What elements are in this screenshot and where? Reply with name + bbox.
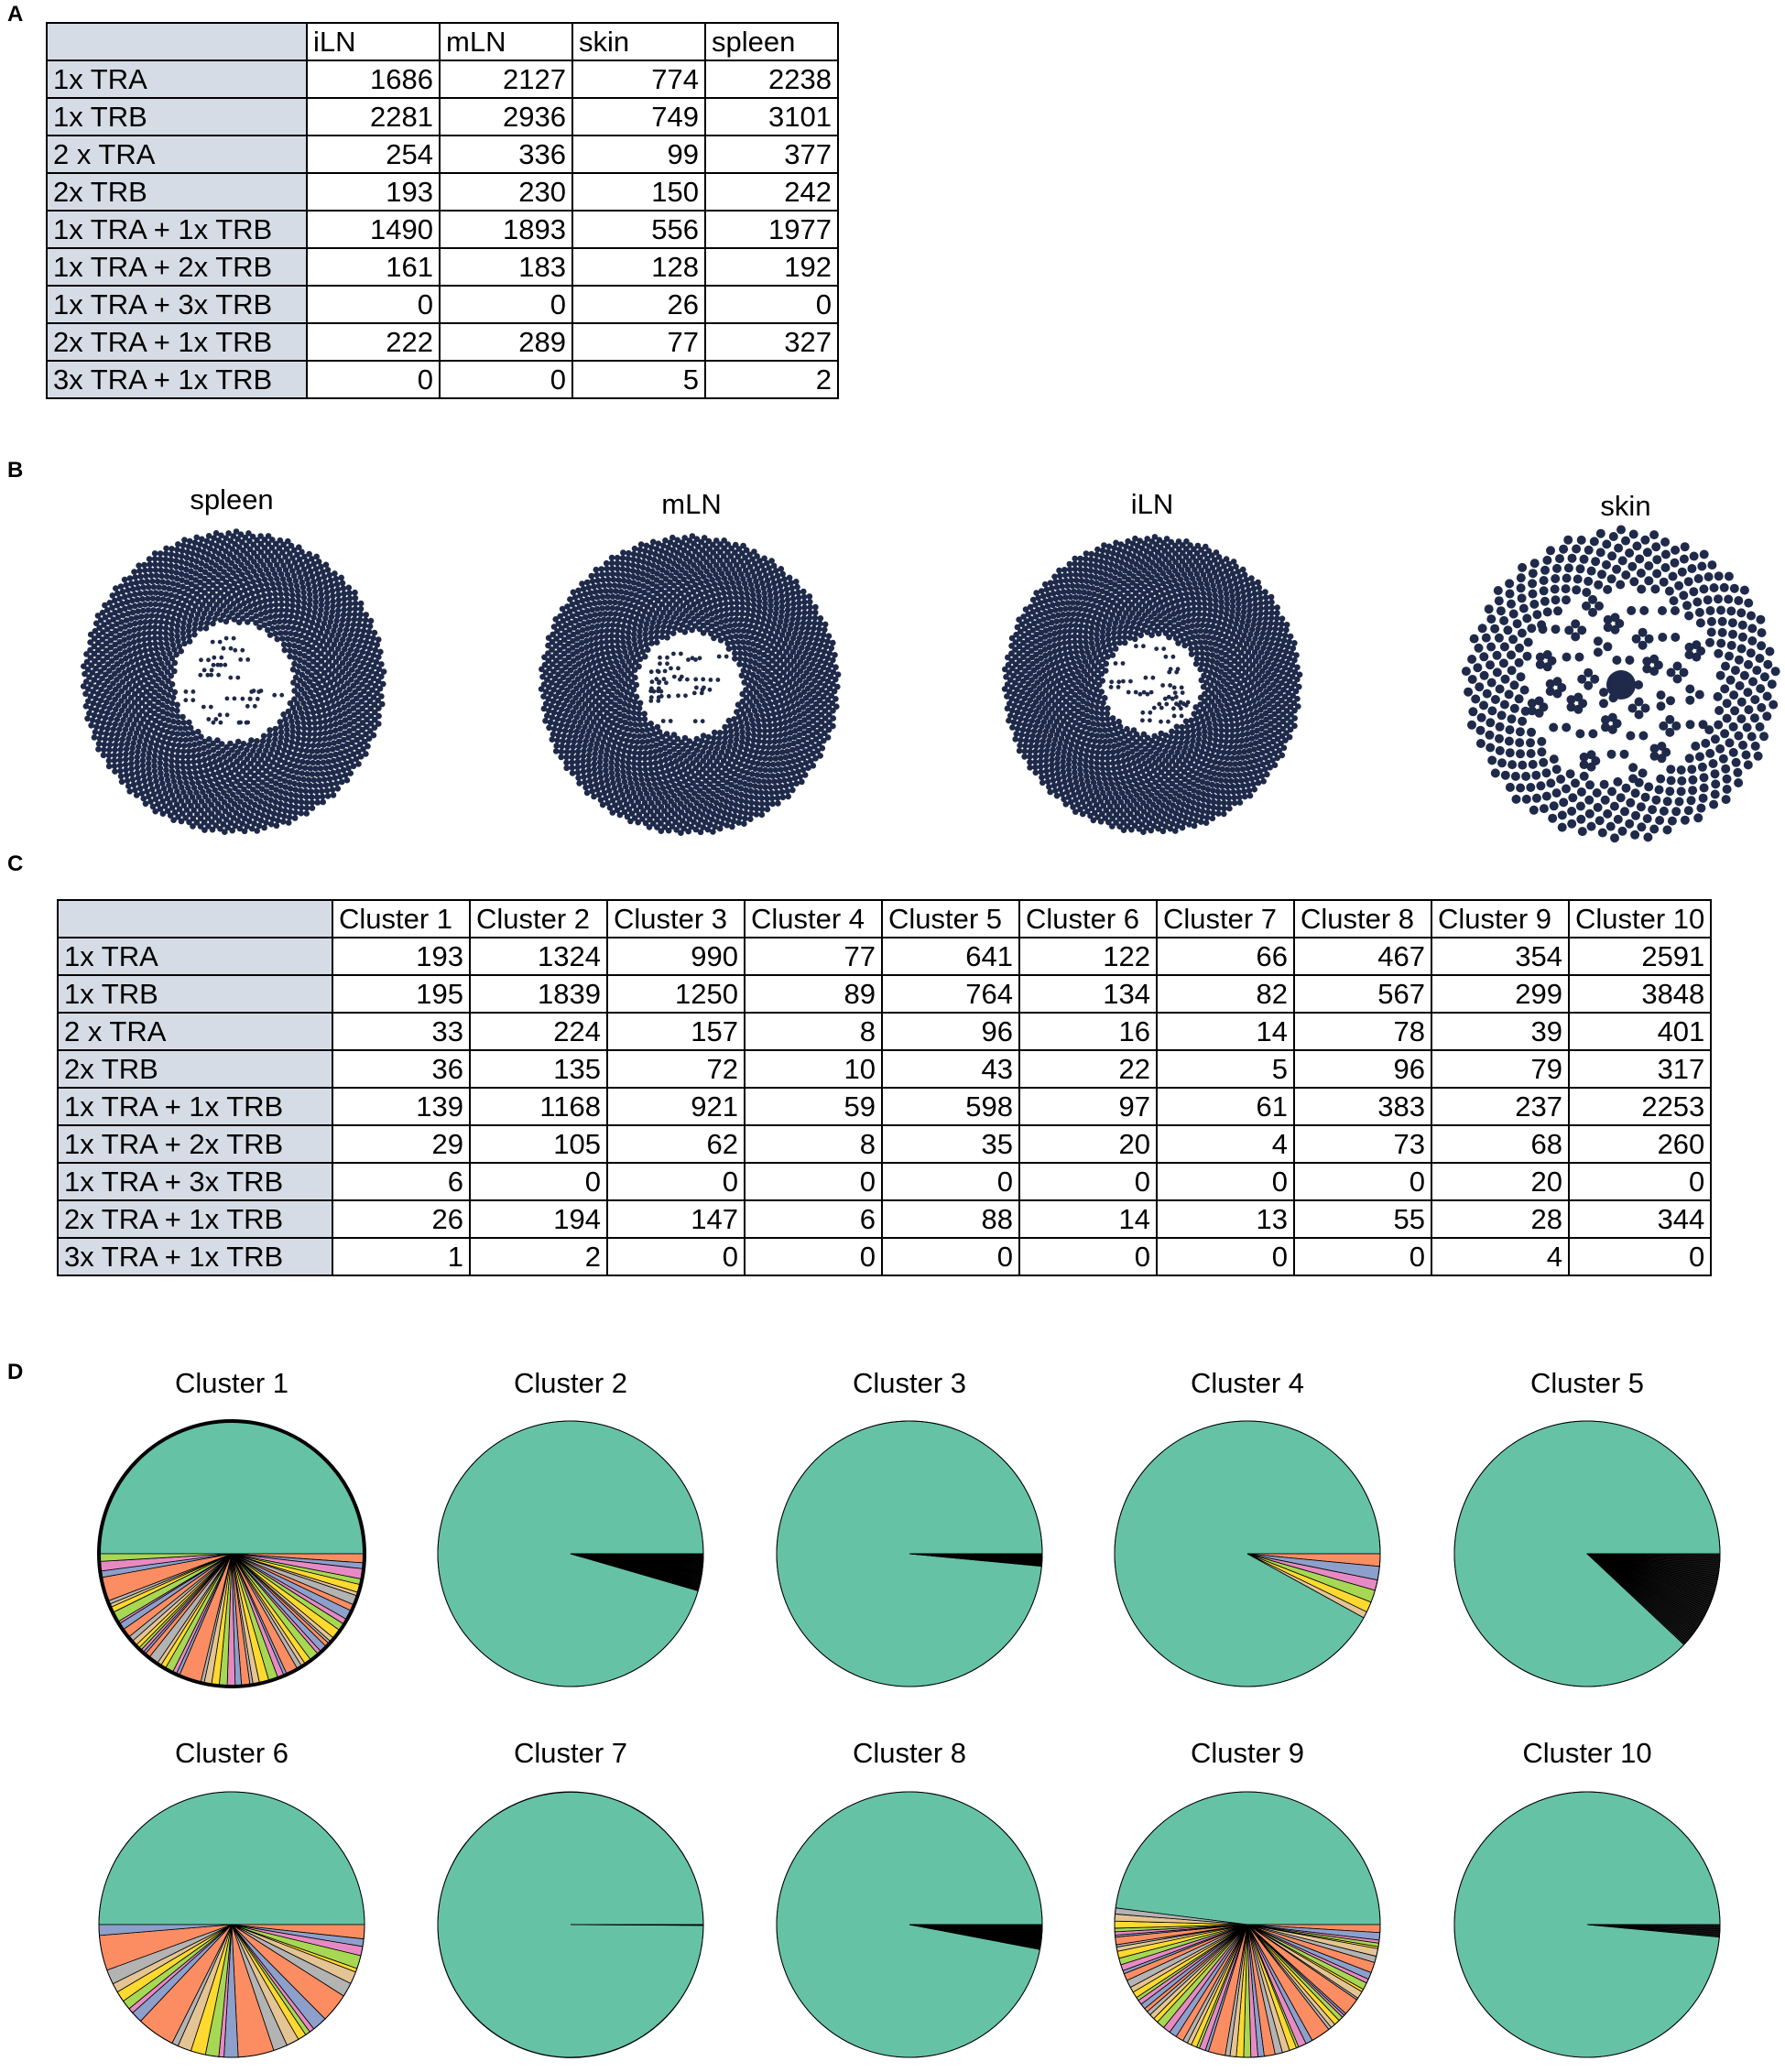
table-cell: 0 <box>882 1238 1019 1275</box>
table-cell: 0 <box>705 286 838 323</box>
column-header: iLN <box>307 23 440 60</box>
table-cell: 20 <box>1019 1125 1157 1163</box>
row-header: 1x TRA + 3x TRB <box>47 286 307 323</box>
table-cell: 5 <box>1157 1050 1294 1088</box>
table-cell: 183 <box>440 248 572 286</box>
column-header: Cluster 5 <box>882 900 1019 938</box>
pie-slice-main <box>99 1792 365 1925</box>
table-cell: 0 <box>1019 1163 1157 1200</box>
table-cell: 230 <box>440 173 572 211</box>
table-cell: 2936 <box>440 98 572 136</box>
table-header-row <box>47 23 838 60</box>
row-header: 1x TRA + 2x TRB <box>47 248 307 286</box>
table-cell: 6 <box>745 1200 882 1238</box>
table-cell: 299 <box>1431 975 1569 1013</box>
row-header: 2x TRA + 1x TRB <box>47 323 307 361</box>
table-cell: 0 <box>1157 1238 1294 1275</box>
table-cell: 26 <box>572 286 705 323</box>
table-row <box>58 975 1711 1013</box>
table-cell: 0 <box>1294 1163 1431 1200</box>
table-cell: 36 <box>332 1050 470 1088</box>
table-cell: 20 <box>1431 1163 1569 1200</box>
pie-chart <box>1451 1788 1724 2061</box>
table-cell: 5 <box>572 361 705 398</box>
table-row <box>47 211 838 248</box>
table-row <box>47 60 838 98</box>
row-header: 2x TRB <box>58 1050 332 1088</box>
pie-chart <box>434 1417 707 1690</box>
pie-title: Cluster 4 <box>1190 1367 1305 1399</box>
pie-chart <box>773 1417 1046 1690</box>
pie-title: Cluster 1 <box>174 1367 289 1399</box>
table-cell: 55 <box>1294 1200 1431 1238</box>
table-cell: 0 <box>470 1163 607 1200</box>
table-cell: 61 <box>1157 1088 1294 1125</box>
table-cell: 79 <box>1431 1050 1569 1088</box>
table-row <box>58 1163 1711 1200</box>
pie-title: Cluster 5 <box>1529 1367 1645 1399</box>
column-header: Cluster 6 <box>1019 900 1157 938</box>
table-row <box>47 361 838 398</box>
table-row <box>47 286 838 323</box>
pie-title: Cluster 7 <box>513 1737 628 1769</box>
table-cell: 598 <box>882 1088 1019 1125</box>
table-cell: 99 <box>572 136 705 173</box>
table-cell: 193 <box>332 938 470 975</box>
table-cell: 26 <box>332 1200 470 1238</box>
table-cell: 0 <box>1569 1163 1711 1200</box>
table-row <box>47 248 838 286</box>
table-row <box>47 98 838 136</box>
table-cell: 39 <box>1431 1013 1569 1050</box>
table-cell: 383 <box>1294 1088 1431 1125</box>
table-cell: 0 <box>745 1238 882 1275</box>
row-header: 2 x TRA <box>47 136 307 173</box>
column-header: Cluster 1 <box>332 900 470 938</box>
table-cell: 14 <box>1019 1200 1157 1238</box>
table-cell: 193 <box>307 173 440 211</box>
table-row <box>58 1238 1711 1275</box>
table-cell: 0 <box>1569 1238 1711 1275</box>
table-row <box>47 323 838 361</box>
row-header: 1x TRA + 1x TRB <box>58 1088 332 1125</box>
row-header: 3x TRA + 1x TRB <box>58 1238 332 1275</box>
table-cell: 990 <box>607 938 745 975</box>
table-corner-cell <box>58 900 332 938</box>
table-cell: 105 <box>470 1125 607 1163</box>
table-cell: 327 <box>705 323 838 361</box>
table-cell: 89 <box>745 975 882 1013</box>
pie-title: Cluster 3 <box>852 1367 967 1399</box>
table-cell: 194 <box>470 1200 607 1238</box>
table-cell: 774 <box>572 60 705 98</box>
pie-title: Cluster 2 <box>513 1367 628 1399</box>
table-cell: 62 <box>607 1125 745 1163</box>
clone-network-spleen <box>73 522 394 842</box>
panel-label-b: B <box>7 458 24 483</box>
table-cell: 0 <box>440 286 572 323</box>
table-cell: 222 <box>307 323 440 361</box>
table-cell: 135 <box>470 1050 607 1088</box>
column-header: spleen <box>705 23 838 60</box>
clone-network-mln <box>531 526 848 843</box>
panel-label-d: D <box>7 1360 24 1384</box>
table-cell: 43 <box>882 1050 1019 1088</box>
pie-slice-main <box>99 1421 365 1554</box>
network-label: skin <box>1600 490 1651 522</box>
row-header: 2 x TRA <box>58 1013 332 1050</box>
table-cell: 96 <box>882 1013 1019 1050</box>
table-cell: 354 <box>1431 938 1569 975</box>
table-cell: 0 <box>882 1163 1019 1200</box>
table-row <box>58 938 1711 975</box>
column-header: skin <box>572 23 705 60</box>
pie-title: Cluster 6 <box>174 1737 289 1769</box>
table-cell: 254 <box>307 136 440 173</box>
table-cell: 22 <box>1019 1050 1157 1088</box>
table-cell: 78 <box>1294 1013 1431 1050</box>
table-cell: 260 <box>1569 1125 1711 1163</box>
pie-chart <box>95 1788 368 2061</box>
table-cell: 28 <box>1431 1200 1569 1238</box>
clone-network-skin <box>1456 520 1785 850</box>
table-header-row <box>58 900 1711 938</box>
table-cell: 641 <box>882 938 1019 975</box>
table-corner-cell <box>47 23 307 60</box>
table-cell: 8 <box>745 1013 882 1050</box>
table-cell: 2281 <box>307 98 440 136</box>
table-cell: 82 <box>1157 975 1294 1013</box>
table-cell: 0 <box>745 1163 882 1200</box>
panel-label-a: A <box>7 2 24 27</box>
row-header: 1x TRA + 1x TRB <box>47 211 307 248</box>
table-cell: 29 <box>332 1125 470 1163</box>
table-cell: 77 <box>572 323 705 361</box>
table-cell: 96 <box>1294 1050 1431 1088</box>
pie-chart <box>95 1417 368 1690</box>
table-cell: 377 <box>705 136 838 173</box>
table-cell: 3101 <box>705 98 838 136</box>
column-header: Cluster 7 <box>1157 900 1294 938</box>
table-row <box>58 1125 1711 1163</box>
column-header: Cluster 8 <box>1294 900 1431 938</box>
table-cell: 2238 <box>705 60 838 98</box>
table-cell: 0 <box>1294 1238 1431 1275</box>
table-cell: 336 <box>440 136 572 173</box>
column-header: Cluster 9 <box>1431 900 1569 938</box>
table-cell: 8 <box>745 1125 882 1163</box>
table-cell: 749 <box>572 98 705 136</box>
table-cell: 556 <box>572 211 705 248</box>
table-cell: 2591 <box>1569 938 1711 975</box>
pie-title: Cluster 9 <box>1190 1737 1305 1769</box>
table-row <box>58 1088 1711 1125</box>
table-cell: 88 <box>882 1200 1019 1238</box>
pie-title: Cluster 10 <box>1522 1737 1652 1769</box>
table-cell: 0 <box>307 286 440 323</box>
column-header: mLN <box>440 23 572 60</box>
table-cell: 1324 <box>470 938 607 975</box>
table-cell: 237 <box>1431 1088 1569 1125</box>
table-cell: 401 <box>1569 1013 1711 1050</box>
table-row <box>58 1013 1711 1050</box>
table-cell: 59 <box>745 1088 882 1125</box>
table-cell: 1250 <box>607 975 745 1013</box>
pie-chart <box>773 1788 1046 2061</box>
table-cell: 10 <box>745 1050 882 1088</box>
network-label: iLN <box>1130 488 1174 520</box>
cluster-chain-count-table <box>57 899 1712 1276</box>
table-cell: 289 <box>440 323 572 361</box>
table-cell: 4 <box>1431 1238 1569 1275</box>
table-cell: 128 <box>572 248 705 286</box>
pie-title: Cluster 8 <box>852 1737 967 1769</box>
row-header: 2x TRB <box>47 173 307 211</box>
table-cell: 161 <box>307 248 440 286</box>
row-header: 1x TRA + 3x TRB <box>58 1163 332 1200</box>
table-cell: 344 <box>1569 1200 1711 1238</box>
table-cell: 0 <box>307 361 440 398</box>
table-row <box>47 136 838 173</box>
row-header: 1x TRB <box>47 98 307 136</box>
table-cell: 0 <box>440 361 572 398</box>
table-cell: 72 <box>607 1050 745 1088</box>
table-cell: 1977 <box>705 211 838 248</box>
table-cell: 73 <box>1294 1125 1431 1163</box>
table-cell: 1168 <box>470 1088 607 1125</box>
table-cell: 0 <box>607 1163 745 1200</box>
table-cell: 97 <box>1019 1088 1157 1125</box>
pie-chart <box>1111 1417 1384 1690</box>
table-cell: 1 <box>332 1238 470 1275</box>
network-label: mLN <box>661 488 722 520</box>
table-cell: 4 <box>1157 1125 1294 1163</box>
table-cell: 13 <box>1157 1200 1294 1238</box>
table-cell: 33 <box>332 1013 470 1050</box>
table-row <box>47 173 838 211</box>
column-header: Cluster 2 <box>470 900 607 938</box>
table-cell: 2 <box>705 361 838 398</box>
panel-label-c: C <box>7 852 24 876</box>
table-cell: 2127 <box>440 60 572 98</box>
table-cell: 6 <box>332 1163 470 1200</box>
table-cell: 1490 <box>307 211 440 248</box>
table-cell: 317 <box>1569 1050 1711 1088</box>
column-header: Cluster 4 <box>745 900 882 938</box>
table-cell: 567 <box>1294 975 1431 1013</box>
table-cell: 195 <box>332 975 470 1013</box>
table-cell: 242 <box>705 173 838 211</box>
table-cell: 68 <box>1431 1125 1569 1163</box>
table-cell: 122 <box>1019 938 1157 975</box>
clone-network-iln <box>995 527 1310 842</box>
table-cell: 2 <box>470 1238 607 1275</box>
pie-slice-main <box>1116 1792 1380 1925</box>
row-header: 1x TRA <box>58 938 332 975</box>
table-cell: 192 <box>705 248 838 286</box>
row-header: 1x TRA <box>47 60 307 98</box>
table-cell: 224 <box>470 1013 607 1050</box>
table-cell: 14 <box>1157 1013 1294 1050</box>
table-cell: 150 <box>572 173 705 211</box>
table-cell: 1839 <box>470 975 607 1013</box>
table-cell: 2253 <box>1569 1088 1711 1125</box>
table-cell: 0 <box>1157 1163 1294 1200</box>
table-cell: 0 <box>1019 1238 1157 1275</box>
column-header: Cluster 3 <box>607 900 745 938</box>
table-cell: 0 <box>607 1238 745 1275</box>
pie-chart <box>434 1788 707 2061</box>
table-cell: 16 <box>1019 1013 1157 1050</box>
table-cell: 467 <box>1294 938 1431 975</box>
table-cell: 157 <box>607 1013 745 1050</box>
column-header: Cluster 10 <box>1569 900 1711 938</box>
table-cell: 3848 <box>1569 975 1711 1013</box>
table-cell: 921 <box>607 1088 745 1125</box>
pie-chart <box>1451 1417 1724 1690</box>
table-row <box>58 1200 1711 1238</box>
table-cell: 35 <box>882 1125 1019 1163</box>
network-label: spleen <box>190 483 274 515</box>
row-header: 1x TRB <box>58 975 332 1013</box>
row-header: 1x TRA + 2x TRB <box>58 1125 332 1163</box>
row-header: 2x TRA + 1x TRB <box>58 1200 332 1238</box>
table-cell: 764 <box>882 975 1019 1013</box>
pie-chart <box>1111 1788 1384 2061</box>
table-row <box>58 1050 1711 1088</box>
table-cell: 77 <box>745 938 882 975</box>
table-cell: 139 <box>332 1088 470 1125</box>
table-cell: 1686 <box>307 60 440 98</box>
tissue-chain-count-table <box>46 22 839 399</box>
table-cell: 147 <box>607 1200 745 1238</box>
table-cell: 66 <box>1157 938 1294 975</box>
table-cell: 1893 <box>440 211 572 248</box>
row-header: 3x TRA + 1x TRB <box>47 361 307 398</box>
table-cell: 134 <box>1019 975 1157 1013</box>
